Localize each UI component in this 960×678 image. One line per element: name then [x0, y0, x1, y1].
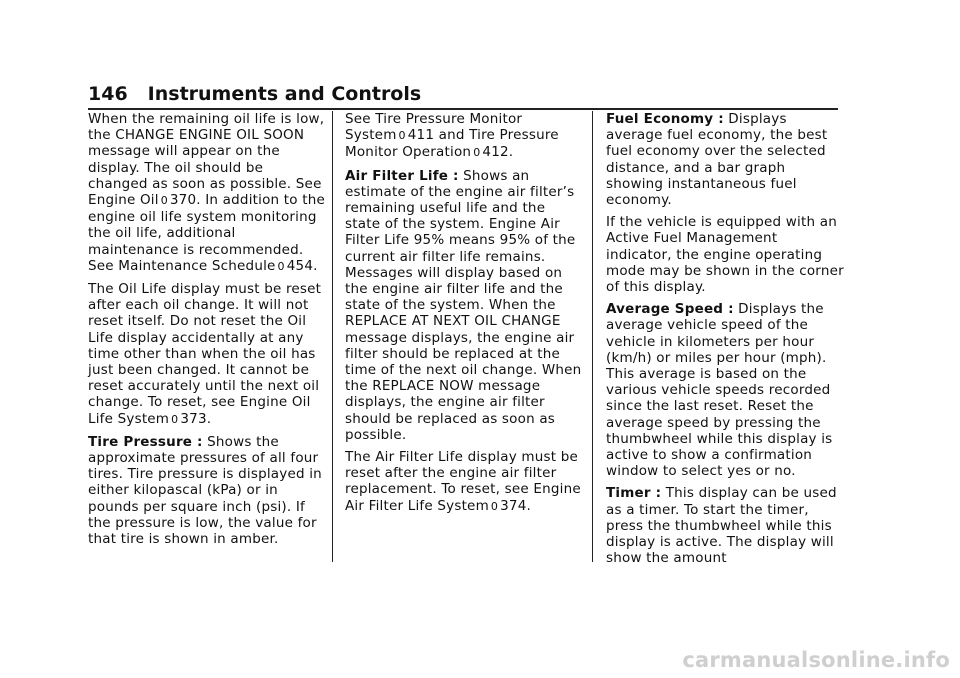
text-column-1	[88, 111, 326, 553]
air-filter-reset-paragraph	[345, 449, 583, 515]
paragraph-text: The Air Filter Life display must be reset after the engine air filter replacement. To reset, see Engine Air Filter Life System	[345, 449, 581, 514]
tire-pressure-paragraph	[88, 434, 326, 547]
page-reference-link[interactable]: 411	[407, 127, 435, 144]
paragraph-text: This display can be used as a timer. To start the timer, press the thumbwheel while this display is active. The display will show the amount	[606, 485, 837, 567]
page-reference-icon: 0	[160, 194, 168, 208]
term-label: Air Filter Life :	[345, 167, 459, 184]
average-speed-paragraph	[606, 301, 844, 479]
page-reference-icon: 0	[398, 129, 406, 143]
page-reference-link[interactable]: 454	[286, 257, 314, 274]
paragraph-text: Displays the average vehicle speed of the vehicle in kilometers per hour (km/h) or miles per hour (mph). This average is based on the various vehicle speeds recorded since the last reset. Reset the average speed by pressing the thumbwheel while this display is active to show a confirmation window to select yes or no.	[606, 301, 833, 480]
tire-pressure-refs-paragraph	[345, 111, 583, 162]
paragraph-text: The Oil Life display must be reset after each oil change. It will not reset itself. Do not reset the Oil Life display accidentally at any time other than when the oil has just been changed. It cannot be reset accurately until the next oil change. To reset, see Engine Oil Life System	[88, 281, 322, 427]
term-label: Tire Pressure :	[88, 433, 203, 450]
paragraph-text: Shows an estimate of the engine air filter’s remaining useful life and the state of the system. Engine Air Filter Life 95% means 95% of the current air filter life remains. Messages will display based on the engine air filter life and the state of the system. When the REPLACE AT NEXT OIL CHANGE message displays, the engine air filter should be replaced at the time of the next oil change. When the REPLACE NOW message displays, the engine air filter should be replaced as soon as possible.	[345, 167, 582, 443]
paragraph-text: Displays average fuel economy, the best fuel economy over the selected distance, and a bar graph showing instantaneous fuel economy.	[606, 111, 828, 209]
air-filter-life-paragraph	[345, 168, 583, 443]
timer-paragraph	[606, 485, 844, 566]
term-label: Average Speed :	[606, 301, 734, 318]
column-divider-2	[592, 111, 593, 562]
paragraph-text: .	[313, 257, 318, 274]
paragraph-text: .	[206, 410, 212, 427]
paragraph-text: .	[526, 497, 531, 514]
text-column-2	[345, 111, 583, 521]
paragraph-text: . In addition to the engine oil life system monitoring the oil life, additional maintenance is recommended. See Maintenance Schedule	[88, 192, 325, 274]
watermark: carmanualsonline.info	[682, 648, 950, 672]
section-title: Instruments and Controls	[147, 83, 422, 105]
text-column-3	[606, 111, 844, 572]
page-reference-icon: 0	[473, 146, 481, 160]
paragraph-text: .	[508, 144, 514, 161]
page-reference-link[interactable]: 373	[180, 410, 207, 427]
page-reference-link[interactable]: 374	[500, 497, 527, 514]
term-label: Fuel Economy :	[606, 111, 724, 127]
page-number: 146	[88, 83, 128, 105]
page-reference-icon: 0	[277, 259, 285, 273]
page-reference-link[interactable]: 370	[169, 192, 197, 209]
page-reference-icon: 0	[490, 499, 499, 513]
page-header	[88, 83, 838, 110]
active-fuel-management-paragraph	[606, 214, 844, 295]
oil-life-reset-paragraph	[88, 281, 326, 428]
oil-life-low-paragraph	[88, 111, 326, 275]
paragraph-text: When the remaining oil life is low, the CHANGE ENGINE OIL SOON message will appear on the display. The oil should be changed as soon as possible. See Engine Oil	[88, 111, 325, 209]
paragraph-text: If the vehicle is equipped with an Active Fuel Management indicator, the engine operating mode may be shown in the corner of this display.	[606, 214, 844, 296]
page-reference-icon: 0	[171, 412, 179, 426]
paragraph-text: Shows the approximate pressures of all four tires. Tire pressure is displayed in either kilopascal (kPa) or in pounds per square inch (psi). If the pressure is low, the value for that tire is shown in amber.	[88, 433, 322, 548]
column-divider-1	[332, 111, 333, 562]
fuel-economy-paragraph	[606, 111, 844, 208]
page-reference-link[interactable]: 412	[482, 144, 509, 161]
paragraph-text: See Tire Pressure Monitor System	[345, 111, 523, 144]
term-label: Timer :	[606, 485, 662, 502]
paragraph-text: and Tire Pressure Monitor Operation	[345, 127, 559, 161]
